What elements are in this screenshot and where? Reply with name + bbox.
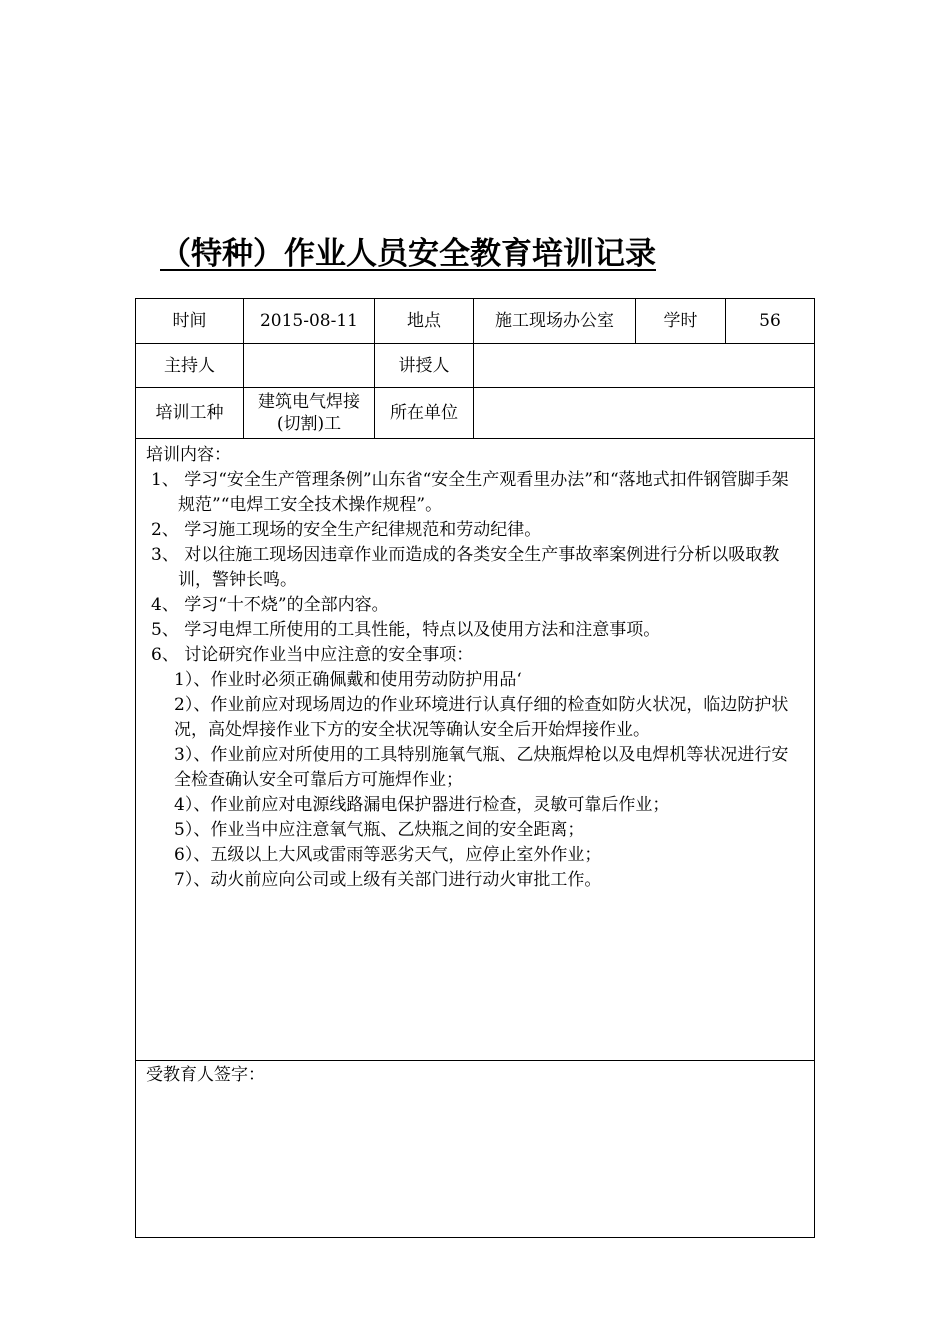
lecturer-label: 讲授人	[375, 344, 474, 387]
training-record-table	[135, 298, 815, 1238]
signature-label: 受教育人签字：	[146, 1065, 265, 1085]
training-content	[136, 439, 814, 1061]
place-label: 地点	[375, 299, 474, 343]
content-heading: 培训内容：	[146, 445, 231, 465]
trade-label: 培训工种	[136, 388, 244, 438]
safety-sub-item: 3）、作业前应对所使用的工具特别施氧气瓶、乙炔瓶焊枪以及电焊机等状况进行安全检查确认安全可靠后方可施焊作业；	[174, 745, 789, 790]
host-label: 主持人	[136, 344, 244, 387]
lecturer-value	[474, 344, 814, 387]
hours-label: 学时	[636, 299, 726, 343]
content-item: 4、 学习“十不烧”的全部内容。	[151, 595, 389, 615]
content-item: 2、 学习施工现场的安全生产纪律规范和劳动纪律。	[151, 520, 542, 540]
trade-value: 建筑电气焊接(切割)工	[244, 388, 375, 438]
time-value: 2015-08-11	[244, 299, 375, 343]
time-label: 时间	[136, 299, 244, 343]
content-item: 6、 讨论研究作业当中应注意的安全事项：	[151, 645, 474, 665]
unit-label: 所在单位	[375, 388, 474, 438]
safety-sub-item: 7）、动火前应向公司或上级有关部门进行动火审批工作。	[174, 870, 602, 890]
place-value: 施工现场办公室	[474, 299, 636, 343]
table-row	[136, 388, 814, 439]
safety-sub-item: 1）、作业时必须正确佩戴和使用劳动防护用品‘	[174, 670, 522, 690]
content-item: 3、 对以往施工现场因违章作业而造成的各类安全生产事故率案例进行分析以吸取教训，警钟长鸣。	[151, 545, 780, 590]
table-row	[136, 344, 814, 388]
hours-value: 56	[759, 311, 781, 331]
content-item: 5、 学习电焊工所使用的工具性能，特点以及使用方法和注意事项。	[151, 620, 661, 640]
safety-sub-item: 4）、作业前应对电源线路漏电保护器进行检查，灵敏可靠后作业；	[174, 795, 670, 815]
content-item: 1、 学习“安全生产管理条例”山东省“安全生产观看里办法”和“落地式扣件钢管脚手架规范”“电焊工安全技术操作规程”。	[151, 470, 789, 515]
safety-sub-item: 2）、作业前应对现场周边的作业环境进行认真仔细的检查如防火状况，临边防护状况，高处焊接作业下方的安全状况等确认安全后开始焊接作业。	[174, 695, 789, 740]
safety-sub-item: 6）、五级以上大风或雷雨等恶劣天气，应停止室外作业；	[174, 845, 602, 865]
safety-sub-item: 5）、作业当中应注意氧气瓶、乙炔瓶之间的安全距离；	[174, 820, 585, 840]
table-row	[136, 299, 814, 344]
signature-section	[136, 1061, 814, 1237]
host-value	[244, 344, 375, 387]
unit-value	[474, 388, 814, 438]
page-title: （特种）作业人员安全教育培训记录	[160, 236, 656, 272]
